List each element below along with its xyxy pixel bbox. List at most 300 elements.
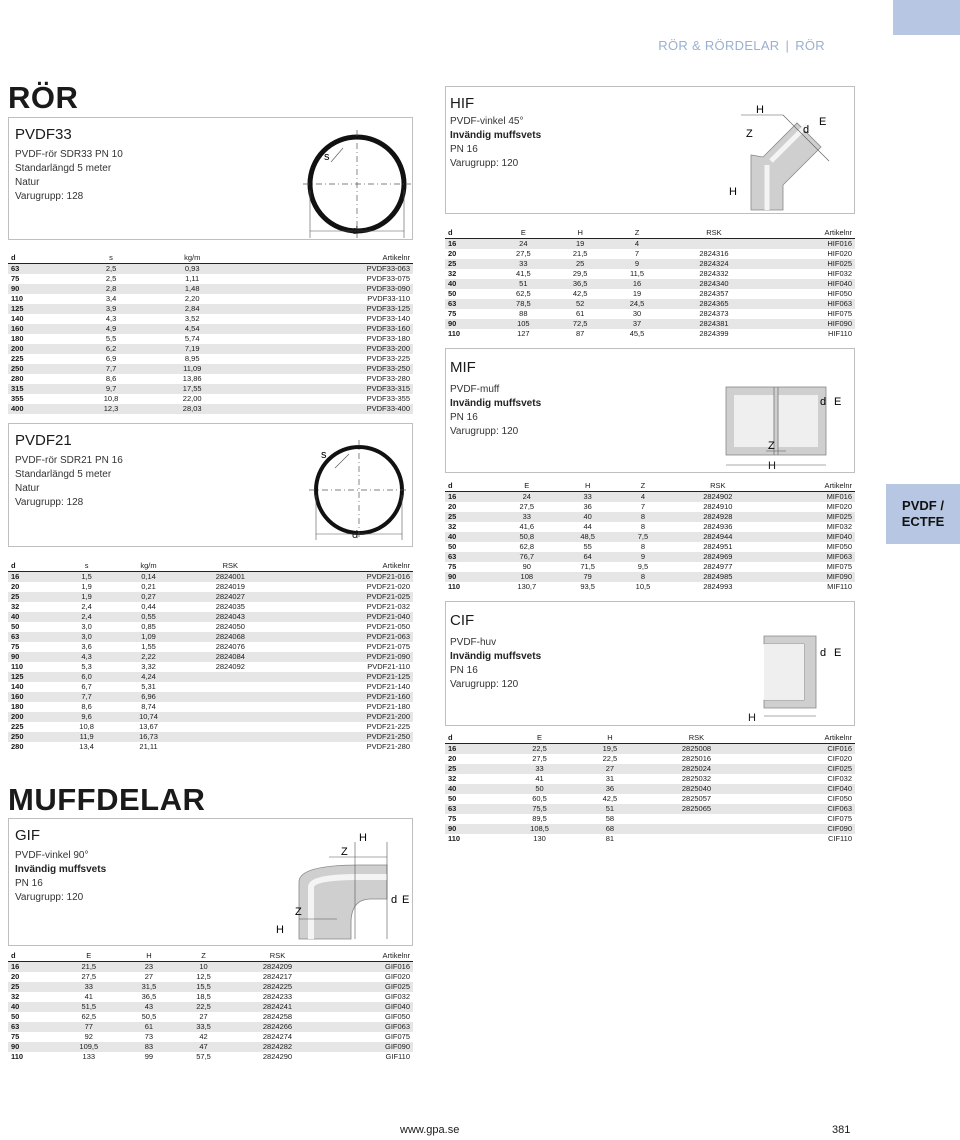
table-cell: 200 bbox=[8, 712, 59, 722]
col-header: d bbox=[8, 561, 59, 572]
table-cell: 3,0 bbox=[59, 632, 115, 642]
table-cell bbox=[182, 692, 278, 702]
table-cell: 43 bbox=[122, 1002, 177, 1012]
table-cell: 62,8 bbox=[519, 542, 535, 551]
table-cell: 2824043 bbox=[182, 612, 278, 622]
table-cell: 1,48 bbox=[148, 284, 237, 294]
table-cell: MIF025 bbox=[765, 512, 855, 522]
table-cell: PVDF33-180 bbox=[366, 334, 410, 343]
table-row bbox=[445, 774, 855, 784]
table-cell: 2824902 bbox=[671, 492, 765, 503]
table-cell: 3,9 bbox=[74, 304, 148, 314]
table-row bbox=[445, 512, 855, 522]
table-cell: 21,5 bbox=[572, 249, 588, 258]
table-row bbox=[8, 652, 413, 662]
table-cell: 2824233 bbox=[262, 992, 293, 1001]
mif-title: MIF bbox=[450, 359, 476, 376]
table-row bbox=[445, 784, 855, 794]
table-cell: 32 bbox=[448, 774, 457, 783]
table-row bbox=[8, 1022, 413, 1032]
table-cell: 2,8 bbox=[74, 284, 148, 294]
table-cell: 12,5 bbox=[196, 972, 211, 981]
pvdf21-info-line: Varugrupp: 128 bbox=[15, 497, 84, 508]
table-cell: CIF016 bbox=[751, 744, 855, 755]
table-cell: 25 bbox=[8, 592, 59, 602]
mif-info-line: PVDF-muff bbox=[450, 384, 500, 395]
table-row bbox=[8, 962, 413, 973]
dim-z-label: Z bbox=[295, 906, 302, 918]
col-header: E bbox=[56, 951, 122, 962]
table-cell: 13,4 bbox=[79, 742, 94, 751]
table-cell: 0,14 bbox=[115, 572, 183, 583]
table-cell: PVDF33-250 bbox=[237, 364, 414, 374]
table-cell: 30 bbox=[632, 309, 642, 318]
table-cell: 108,5 bbox=[501, 824, 578, 834]
table-cell: 62,5 bbox=[81, 1012, 97, 1021]
table-cell: MIF050 bbox=[826, 542, 852, 551]
table-cell: 2824951 bbox=[703, 542, 733, 551]
table-cell: 31 bbox=[605, 774, 615, 783]
dim-z-label: Z bbox=[341, 846, 348, 858]
table-row bbox=[445, 279, 855, 289]
table-cell: 110 bbox=[11, 294, 24, 303]
table-cell: 6,2 bbox=[74, 344, 148, 354]
table-cell: 10,74 bbox=[115, 712, 183, 722]
table-row bbox=[445, 299, 855, 309]
table-cell: 50,5 bbox=[141, 1012, 157, 1021]
table-cell: 29,5 bbox=[572, 269, 588, 278]
table-cell: 50 bbox=[448, 542, 457, 551]
table-cell: 2824316 bbox=[699, 249, 729, 258]
hif-info-line: Varugrupp: 120 bbox=[450, 158, 519, 169]
table-cell: MIF110 bbox=[827, 582, 852, 591]
table-cell: 110 bbox=[448, 582, 461, 591]
table-cell: 61 bbox=[576, 309, 585, 318]
table-cell: 92 bbox=[84, 1032, 93, 1041]
table-cell: 16 bbox=[445, 492, 494, 503]
table-row bbox=[8, 1032, 413, 1042]
mif-info-line: PN 16 bbox=[450, 412, 478, 423]
table-row bbox=[445, 329, 855, 339]
page-number: 381 bbox=[832, 1124, 851, 1136]
pvdf21-info-line: Natur bbox=[15, 483, 40, 494]
table-cell: 3,4 bbox=[105, 294, 117, 303]
table-cell: 78,5 bbox=[495, 299, 552, 309]
table-cell: 79 bbox=[560, 572, 615, 582]
table-cell: 3,32 bbox=[141, 662, 156, 671]
table-cell: PVDF21-016 bbox=[278, 572, 413, 583]
dim-z-label: Z bbox=[746, 128, 753, 140]
table-row bbox=[445, 572, 855, 582]
table-cell: 16 bbox=[8, 962, 56, 973]
table-cell: 40 bbox=[8, 612, 59, 622]
table-cell: 2824381 bbox=[665, 319, 762, 329]
table-cell: 63 bbox=[445, 804, 501, 814]
table-cell: 37 bbox=[609, 319, 666, 329]
table-cell: 27,5 bbox=[516, 249, 531, 258]
table-cell: 48,5 bbox=[560, 532, 615, 542]
table-cell: 72,5 bbox=[552, 319, 609, 329]
table-cell: 16 bbox=[445, 239, 495, 250]
table-cell: 2,4 bbox=[81, 602, 92, 611]
table-cell bbox=[665, 239, 762, 250]
table-cell: 24,5 bbox=[609, 299, 666, 309]
table-cell: 2824936 bbox=[703, 522, 733, 531]
table-cell: 64 bbox=[560, 552, 615, 562]
table-cell: GIF016 bbox=[324, 962, 413, 973]
table-cell: PVDF33-063 bbox=[237, 264, 414, 275]
table-row bbox=[445, 269, 855, 279]
table-cell: HIF050 bbox=[827, 289, 852, 298]
table-cell: 81 bbox=[605, 834, 615, 843]
dim-s-label: s bbox=[321, 449, 327, 461]
dim-d-label: d bbox=[352, 225, 359, 237]
table-cell: 60,5 bbox=[532, 794, 547, 803]
table-cell: 20 bbox=[448, 754, 457, 763]
table-cell: 4 bbox=[615, 492, 670, 503]
table-cell: 5,5 bbox=[105, 334, 117, 343]
table-cell: MIF020 bbox=[826, 502, 852, 511]
table-cell: 45,5 bbox=[629, 329, 645, 338]
table-cell: 33,5 bbox=[176, 1022, 231, 1032]
table-row bbox=[445, 834, 855, 844]
table-cell: 9,6 bbox=[59, 712, 115, 722]
table-cell: 21,11 bbox=[139, 742, 158, 751]
table-cell: 2825032 bbox=[681, 774, 712, 783]
table-cell: GIF090 bbox=[324, 1042, 413, 1052]
hif-info-line: Invändig muffsvets bbox=[450, 130, 542, 141]
table-cell: 90 bbox=[8, 1042, 56, 1052]
table-cell: 22,5 bbox=[501, 744, 578, 755]
col-header: d bbox=[445, 481, 494, 492]
table-cell: 36,5 bbox=[141, 992, 157, 1001]
table-cell: 1,9 bbox=[81, 582, 92, 591]
table-cell: 7,7 bbox=[74, 364, 148, 374]
table-cell: 13,86 bbox=[182, 374, 202, 383]
cif-panel bbox=[445, 601, 855, 726]
table-cell: CIF040 bbox=[751, 784, 855, 794]
table-row bbox=[8, 324, 413, 334]
table-cell: 41 bbox=[535, 774, 544, 783]
table-cell: 108 bbox=[494, 572, 560, 582]
table-row bbox=[8, 992, 413, 1002]
table-cell: 83 bbox=[122, 1042, 177, 1052]
table-row bbox=[8, 722, 413, 732]
table-cell: 42,5 bbox=[602, 794, 618, 803]
pvdf33-table bbox=[8, 253, 413, 414]
gif-info-line: PN 16 bbox=[15, 878, 43, 889]
table-row bbox=[8, 394, 413, 404]
table-cell: 27,5 bbox=[519, 502, 535, 511]
hif-info-line: PVDF-vinkel 45° bbox=[450, 116, 524, 127]
table-row bbox=[8, 672, 413, 682]
table-cell: HIF063 bbox=[763, 299, 856, 309]
table-cell: 8 bbox=[615, 572, 670, 582]
table-cell: 2824217 bbox=[262, 972, 293, 981]
table-cell: 93,5 bbox=[580, 582, 595, 591]
table-row bbox=[8, 712, 413, 722]
table-cell: 32 bbox=[448, 269, 457, 278]
table-cell: PVDF33-280 bbox=[366, 374, 410, 383]
table-cell: 20 bbox=[11, 582, 20, 591]
table-cell: 4,3 bbox=[105, 314, 117, 323]
table-cell: 6,96 bbox=[115, 692, 183, 702]
table-cell: 2824035 bbox=[215, 602, 245, 611]
table-cell: 1,09 bbox=[115, 632, 183, 642]
table-row bbox=[8, 334, 413, 344]
table-cell: 75 bbox=[448, 814, 457, 823]
table-cell: PVDF33-355 bbox=[366, 394, 410, 403]
table-cell: 33 bbox=[560, 492, 615, 503]
table-cell: 16 bbox=[8, 572, 59, 583]
table-cell: 0,44 bbox=[141, 602, 156, 611]
col-header: Z bbox=[176, 951, 231, 962]
table-cell: 2824209 bbox=[231, 962, 324, 973]
table-cell: 2824324 bbox=[665, 259, 762, 269]
table-cell: CIF110 bbox=[827, 834, 852, 843]
table-cell: 2824266 bbox=[231, 1022, 324, 1032]
table-cell: 51 bbox=[495, 279, 552, 289]
hif-title: HIF bbox=[450, 95, 475, 112]
table-cell: 4 bbox=[609, 239, 666, 250]
table-row bbox=[8, 682, 413, 692]
col-header: E bbox=[495, 228, 552, 239]
table-cell: PVDF21-075 bbox=[366, 642, 410, 651]
table-cell: 22,5 bbox=[176, 1002, 231, 1012]
table-cell: 2824357 bbox=[699, 289, 729, 298]
table-cell: 160 bbox=[8, 692, 59, 702]
table-cell: 61 bbox=[122, 1022, 177, 1032]
col-header: RSK bbox=[231, 951, 324, 962]
table-cell: 22,5 bbox=[602, 754, 618, 763]
table-cell: 18,5 bbox=[196, 992, 211, 1001]
pvdf33-title: PVDF33 bbox=[15, 126, 72, 143]
table-row bbox=[8, 374, 413, 384]
table-cell: HIF020 bbox=[827, 249, 852, 258]
table-cell bbox=[182, 722, 278, 732]
col-header: Artikelnr bbox=[763, 228, 856, 239]
table-cell: 2825024 bbox=[642, 764, 751, 774]
table-cell: 2825040 bbox=[642, 784, 751, 794]
table-cell: 127 bbox=[517, 329, 530, 338]
table-cell: PVDF33-315 bbox=[237, 384, 414, 394]
table-cell: 133 bbox=[82, 1052, 96, 1061]
footer-url[interactable]: www.gpa.se bbox=[400, 1124, 460, 1136]
table-cell: 2824977 bbox=[703, 562, 733, 571]
table-cell: PVDF33-160 bbox=[237, 324, 414, 334]
hif-info bbox=[450, 115, 541, 171]
table-cell: 41,6 bbox=[519, 522, 535, 531]
table-cell: 8,74 bbox=[141, 702, 156, 711]
table-cell: 9 bbox=[615, 552, 670, 562]
table-cell: PVDF21-280 bbox=[366, 742, 410, 751]
table-cell: 62,5 bbox=[516, 289, 531, 298]
col-header: Z bbox=[609, 228, 666, 239]
table-cell: 0,27 bbox=[115, 592, 183, 602]
col-header: RSK bbox=[642, 733, 751, 744]
table-cell: PVDF21-140 bbox=[366, 682, 410, 691]
table-row bbox=[8, 274, 413, 284]
table-row bbox=[445, 764, 855, 774]
table-cell: HIF032 bbox=[827, 269, 852, 278]
table-cell: 10 bbox=[176, 962, 231, 973]
table-cell: 25 bbox=[552, 259, 609, 269]
table-cell: 2824258 bbox=[262, 1012, 293, 1021]
table-cell: 90 bbox=[445, 319, 495, 329]
table-row bbox=[8, 364, 413, 374]
table-cell: 63 bbox=[8, 632, 59, 642]
table-row bbox=[445, 532, 855, 542]
pvdf33-info-line: Standarlängd 5 meter bbox=[15, 163, 112, 174]
table-cell: PVDF21-063 bbox=[278, 632, 413, 642]
cap-diagram bbox=[716, 618, 851, 723]
hif-info-line: PN 16 bbox=[450, 144, 478, 155]
table-cell: MIF032 bbox=[826, 522, 852, 531]
table-cell: 125 bbox=[8, 304, 74, 314]
table-cell: 2824019 bbox=[215, 582, 245, 591]
table-cell: 2824365 bbox=[665, 299, 762, 309]
table-cell: 280 bbox=[11, 374, 24, 383]
table-cell: PVDF33-200 bbox=[237, 344, 414, 354]
table-cell: 41,5 bbox=[516, 269, 531, 278]
mif-info bbox=[450, 383, 541, 439]
table-cell: 1,55 bbox=[141, 642, 156, 651]
table-cell: 75 bbox=[11, 642, 20, 651]
table-cell: 19,5 bbox=[578, 744, 642, 755]
table-row bbox=[8, 702, 413, 712]
table-cell: 2824928 bbox=[671, 512, 765, 522]
table-cell: 90 bbox=[445, 572, 494, 582]
table-cell: PVDF33-110 bbox=[367, 294, 410, 303]
col-header: Artikelnr bbox=[278, 561, 413, 572]
table-cell: 63 bbox=[8, 1022, 56, 1032]
table-cell: 2824050 bbox=[215, 622, 245, 631]
pipe-section-diagram bbox=[309, 440, 413, 540]
table-cell: 2,20 bbox=[184, 294, 200, 303]
pvdf33-info-line: Varugrupp: 128 bbox=[15, 191, 84, 202]
table-cell: 4,9 bbox=[74, 324, 148, 334]
dim-d-label: d bbox=[391, 894, 398, 906]
table-row bbox=[445, 794, 855, 804]
table-row bbox=[445, 249, 855, 259]
table-cell: CIF020 bbox=[827, 754, 852, 763]
table-cell: 7,7 bbox=[59, 692, 115, 702]
table-cell: 4,54 bbox=[148, 324, 237, 334]
table-cell: 8,6 bbox=[105, 374, 117, 383]
table-cell: 50 bbox=[448, 794, 457, 803]
socket-diagram bbox=[716, 367, 851, 472]
elbow-45-diagram bbox=[711, 95, 851, 213]
table-cell: 7 bbox=[640, 502, 646, 511]
table-cell: 2825057 bbox=[681, 794, 712, 803]
table-cell: 109,5 bbox=[56, 1042, 122, 1052]
table-row bbox=[445, 754, 855, 764]
table-row bbox=[8, 642, 413, 652]
table-cell: 2824084 bbox=[182, 652, 278, 662]
col-header: d bbox=[445, 228, 495, 239]
dim-z-label: Z bbox=[768, 440, 775, 452]
table-cell: 2824993 bbox=[703, 582, 733, 591]
table-cell: 25 bbox=[445, 764, 501, 774]
table-cell: 50 bbox=[501, 784, 578, 794]
dim-d-label: d bbox=[820, 396, 827, 408]
table-cell: 2824969 bbox=[671, 552, 765, 562]
table-cell: 315 bbox=[8, 384, 74, 394]
side-tab-label: PVDF / ECTFE bbox=[901, 498, 945, 529]
table-cell: PVDF33-075 bbox=[366, 274, 410, 283]
table-row bbox=[445, 814, 855, 824]
table-cell: 160 bbox=[8, 324, 74, 334]
table-cell: 40 bbox=[445, 784, 501, 794]
table-cell: 75 bbox=[11, 274, 20, 283]
table-cell: 2824910 bbox=[703, 502, 733, 511]
table-cell: 140 bbox=[11, 314, 24, 323]
table-cell: 40 bbox=[560, 512, 615, 522]
table-cell bbox=[642, 834, 751, 844]
cif-info bbox=[450, 636, 541, 692]
col-header: Z bbox=[615, 481, 670, 492]
col-header: d bbox=[8, 951, 56, 962]
elbow-90-diagram bbox=[259, 827, 414, 942]
col-header: E bbox=[501, 733, 578, 744]
col-header: E bbox=[494, 481, 560, 492]
table-cell: 250 bbox=[8, 364, 74, 374]
table-row bbox=[8, 572, 413, 583]
table-cell: 24 bbox=[495, 239, 552, 250]
table-cell: 63 bbox=[445, 552, 494, 562]
table-cell: 1,9 bbox=[59, 592, 115, 602]
table-cell: HIF075 bbox=[827, 309, 852, 318]
gif-info-line: Varugrupp: 120 bbox=[15, 892, 84, 903]
table-row bbox=[445, 319, 855, 329]
col-header: Artikelnr bbox=[765, 481, 855, 492]
table-cell: 2,22 bbox=[115, 652, 183, 662]
table-cell: PVDF21-250 bbox=[278, 732, 413, 742]
table-row bbox=[8, 384, 413, 394]
table-cell: 33 bbox=[495, 259, 552, 269]
table-cell: 89,5 bbox=[532, 814, 547, 823]
table-row bbox=[8, 344, 413, 354]
col-header: s bbox=[74, 253, 148, 264]
gif-info-line: PVDF-vinkel 90° bbox=[15, 850, 89, 861]
table-cell: CIF025 bbox=[751, 764, 855, 774]
pvdf33-panel bbox=[8, 117, 413, 240]
col-header: d bbox=[445, 733, 501, 744]
dim-h-label: H bbox=[276, 924, 284, 936]
table-cell: 10,8 bbox=[79, 722, 94, 731]
table-cell: 36,5 bbox=[552, 279, 609, 289]
table-cell: 7 bbox=[634, 249, 640, 258]
dim-d-label: d bbox=[352, 529, 359, 541]
table-cell: PVDF33-090 bbox=[237, 284, 414, 294]
table-cell: 25 bbox=[8, 982, 56, 992]
dim-d-label: d bbox=[803, 124, 810, 136]
table-row bbox=[445, 562, 855, 572]
table-cell: 8 bbox=[615, 512, 670, 522]
table-cell: 2825065 bbox=[642, 804, 751, 814]
table-cell: 4,3 bbox=[59, 652, 115, 662]
table-cell bbox=[182, 672, 278, 682]
table-cell: MIF063 bbox=[765, 552, 855, 562]
table-cell: PVDF21-160 bbox=[278, 692, 413, 702]
table-cell: PVDF21-180 bbox=[366, 702, 410, 711]
table-row bbox=[8, 582, 413, 592]
table-cell: 63 bbox=[445, 299, 495, 309]
table-row bbox=[445, 239, 855, 250]
table-cell: 110 bbox=[11, 1052, 24, 1061]
table-cell: 76,7 bbox=[494, 552, 560, 562]
table-row bbox=[445, 502, 855, 512]
